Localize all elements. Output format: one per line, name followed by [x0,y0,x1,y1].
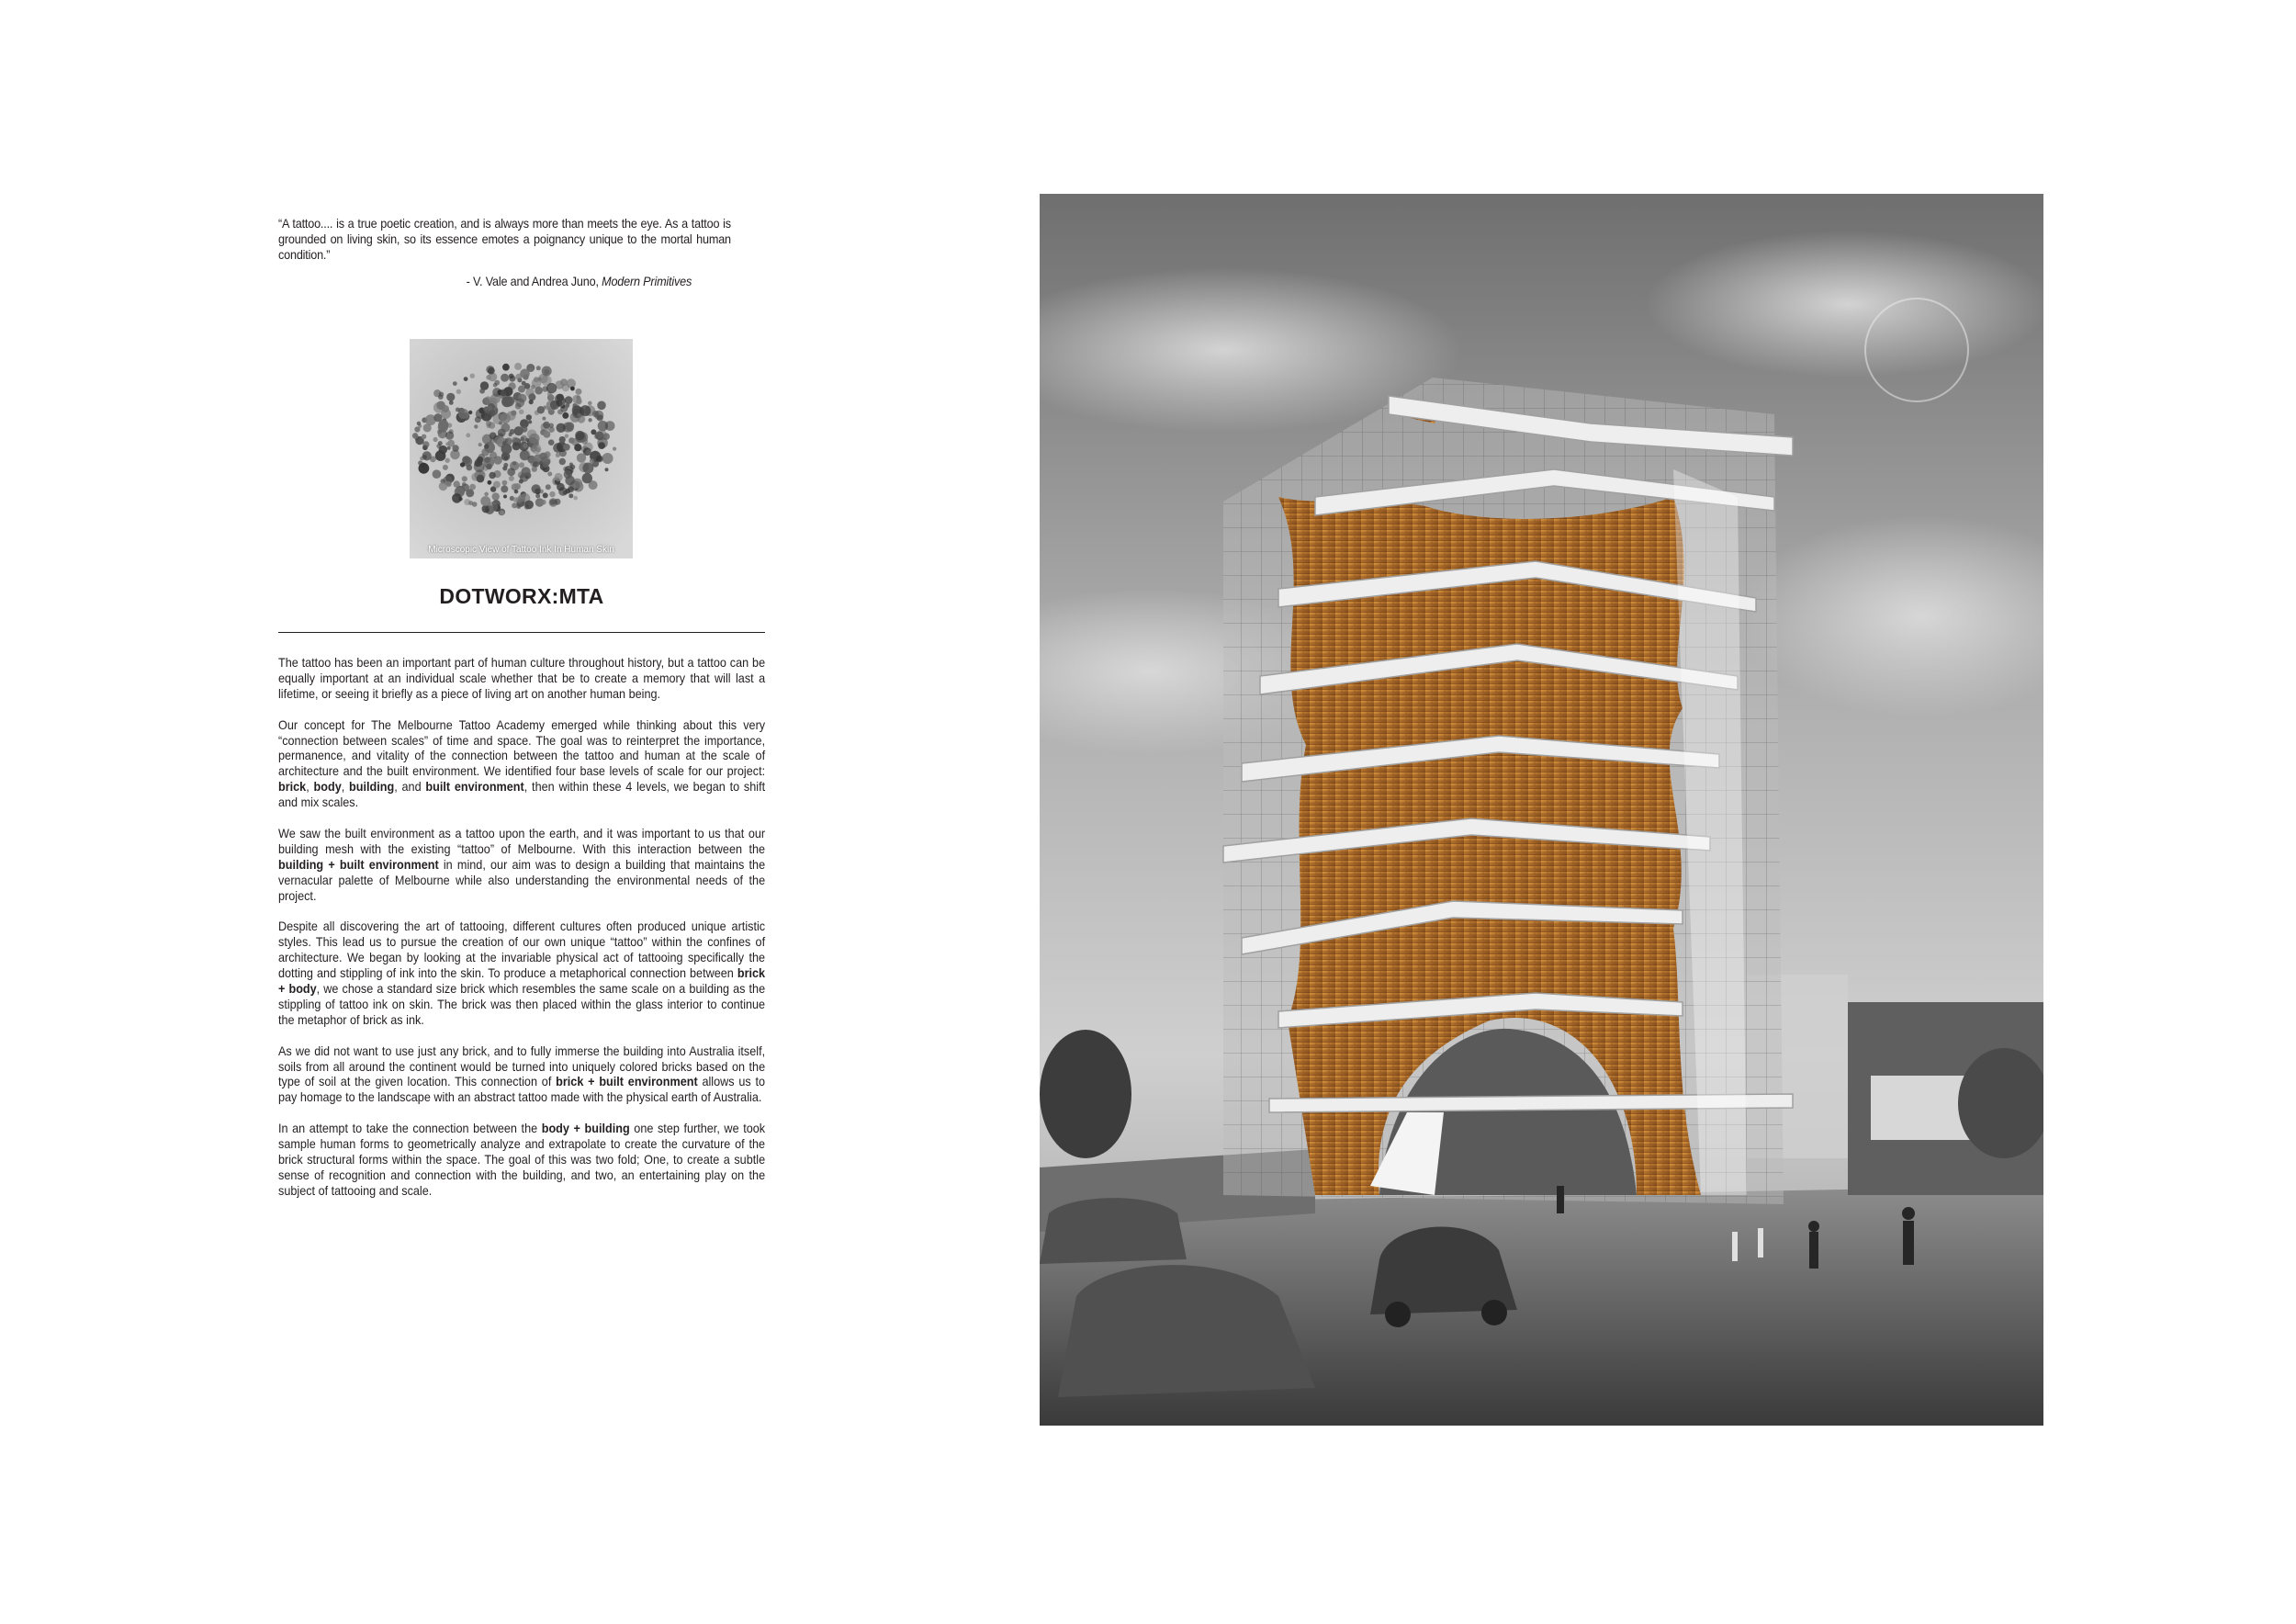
ink-particle [520,369,530,379]
micro-photo [410,339,633,558]
p6-term: body + building [541,1122,630,1136]
ink-particle [524,383,531,389]
paragraph-2 [278,718,765,811]
ink-particle [491,398,498,404]
ink-particle [573,496,578,501]
ink-particle [523,444,527,448]
ink-particle [500,511,504,515]
ink-particle [566,489,571,494]
ink-particle [543,492,548,498]
ink-particle [549,498,558,507]
ink-particle [521,426,527,433]
ink-particle [502,480,508,486]
ink-particle [509,376,515,382]
quote-block [278,213,731,290]
ink-particle [555,473,563,481]
ink-particle [488,502,498,512]
ink-particle [419,463,430,474]
ink-particle [559,436,566,443]
ink-particle [478,443,482,446]
ink-particle [533,461,539,468]
ink-particle [568,437,575,444]
ink-particle [528,393,535,400]
ink-particle [588,418,591,422]
attribution-source: Modern Primitives [602,274,692,288]
p2-text: Our concept for The Melbourne Tattoo Academy emerged while thinking about this very “connection between scales” of time and space. The goal was to reinterpret the importance, permanence, and vitality of the connection between the tattoo and human at the scale of architecture and the built environment. We identified four base levels of scale for our project: [278,717,766,779]
ink-particle [518,494,525,502]
ink-particle [548,427,554,433]
ink-particle [547,472,552,477]
ink-particle [446,481,452,487]
ink-particle [524,501,534,510]
paragraph-1: The tattoo has been an important part of human culture throughout history, but a tattoo can be equally important at an individual scale whether that be to create a memory that will last a lifetime, or seeing it briefly as a piece of living art on another human being. [278,656,766,701]
p2-sep: , [341,780,350,795]
ink-particle [574,444,581,451]
ink-particle [417,422,422,426]
p2-text-end: , then within these 4 levels, we began to shift and mix scales. [278,780,766,810]
ink-particle [436,401,445,411]
ink-particle [501,423,511,433]
p4-text: Despite all discovering the art of tattooing, different cultures often produced unique artistic styles. This lead us to pursue the creation of our own unique “tattoo” within the confines of architecture. We began by looking at the invariable physical act of tattooing specifically the dotting and stippling of ink into the skin. To produce a metaphorical connection between [278,919,766,981]
ink-particle [557,409,563,414]
ink-particle [529,400,534,404]
ink-particle [565,396,573,404]
ink-particle [514,363,522,370]
microscopic-ink-image [410,339,633,558]
ink-particle [493,383,498,388]
ink-particle [468,501,473,505]
ink-particle [541,457,550,466]
ink-particle [501,444,512,455]
ink-particle [484,492,489,497]
ink-particle [435,450,446,461]
ink-particle [474,424,478,428]
ink-particle [550,400,559,410]
ink-particle [470,374,475,378]
ink-particle [586,449,591,454]
ink-particle [580,405,591,416]
ink-particle [605,468,609,471]
ink-particle [516,504,521,509]
ink-particle [447,446,451,450]
ink-particle [566,422,575,431]
ink-particle [563,444,570,451]
ink-particle [422,441,429,447]
ink-particle [557,394,564,401]
ink-particle [520,450,530,460]
ink-particle [502,466,507,470]
ink-particle [447,423,452,427]
ink-particle [449,400,454,405]
ink-particle [577,413,580,417]
ink-particle [462,482,467,487]
ink-particle [503,495,507,499]
ink-particle [567,378,576,388]
p4-text-end: , we chose a standard size brick which resembles the same scale on a building as the stippling of tattoo ink on skin. The brick was then placed within the glass interior to continue the metaphor of brick as ink. [278,981,766,1027]
ink-particle [562,412,568,419]
body-text [278,656,765,1215]
ink-particle [519,462,524,468]
ink-particle [597,401,606,411]
ink-particle [565,476,575,486]
p5-text: As we did not want to use just any brick, and to fully immerse the building into Australia itself, soils from all around the continent would be turned into uniquely colored bricks based on the type of soil at the given location. This connection of [278,1043,766,1089]
p2-term-built-environment: built environment [425,780,524,795]
ink-particle [557,483,565,491]
ink-particle [537,406,545,413]
ink-particle [548,439,555,445]
ink-particle [570,387,575,391]
ink-particle [462,476,467,481]
paragraph-5 [278,1044,765,1107]
ink-particle [560,378,568,386]
p5-term: brick + built environment [556,1075,698,1089]
ink-particle [598,442,605,449]
p2-term-brick: brick [278,780,307,795]
ink-particle [556,453,560,457]
ink-particle [559,458,566,465]
p2-term-building: building [349,780,395,795]
ink-particle [466,489,474,497]
p6-text: In an attempt to take the connection between the [278,1122,542,1136]
ink-particle [528,420,532,423]
ink-particle [541,500,546,505]
ink-particle [512,442,521,450]
ink-particle [596,456,602,461]
ink-particle [542,417,546,421]
ink-particle [565,434,568,438]
ink-particle [509,476,514,481]
ink-particle [467,465,473,471]
p2-sep: , and [394,780,426,795]
ink-particle [488,480,492,485]
ink-particle [445,458,450,463]
ink-particle [460,462,465,467]
ink-particle [546,484,551,490]
ink-particle [515,398,524,407]
ink-particle [594,411,603,420]
ink-particle [492,492,500,500]
building-rendering [1040,194,2043,1426]
ink-particle [477,475,485,483]
ink-particle [529,367,534,372]
ink-particle [602,453,613,464]
ink-particle [535,387,543,395]
ink-particle [570,465,575,469]
rendering-illustration [1040,194,2043,1426]
ink-particle [486,375,491,380]
ink-particle [433,437,438,442]
epigraph-quote: “A tattoo.... is a true poetic creation, and is always more than meets the eye. As a tattoo is grounded on living skin, so its essence emotes a poignancy unique to the mortal human condition.” [278,217,731,262]
ink-particle [501,374,509,382]
ink-particle [500,413,511,424]
ink-particle [443,465,448,470]
ink-particle [514,483,521,490]
ink-particle [532,484,541,493]
ink-particle [546,383,557,393]
project-title: DOTWORX:MTA [439,584,604,608]
ink-particle [488,367,495,375]
ink-particle [553,443,563,453]
ink-particle [507,468,515,476]
ink-particle [438,394,444,400]
ink-particle [542,367,552,377]
ink-particle [480,381,489,389]
ink-particle [501,390,507,397]
micro-image-caption: Microscopic View of Tattoo Ink In Human Skin [428,545,614,555]
p5-text-end: allows us to pay homage to the landscape with an abstract tattoo made with the physical earth of Australia. [278,1075,766,1105]
ink-particle [436,444,441,448]
ink-particle [484,444,489,448]
paragraph-6 [278,1122,765,1200]
p3-text: We saw the built environment as a tattoo upon the earth, and it was important to us that our building mesh with the existing “tattoo” of Melbourne. With this interaction between the [278,826,766,856]
ink-particle [526,414,532,420]
ink-particle [590,458,594,463]
ink-particle [458,409,468,419]
ink-particle [568,493,573,498]
ink-particle [441,409,451,419]
ink-particle [475,458,483,467]
ink-particle [489,472,495,479]
ink-particle [512,502,517,508]
ink-particle [519,410,523,414]
ink-particle [589,480,598,490]
ink-particle [509,433,512,436]
paragraph-3 [278,827,765,905]
ink-particle [489,422,495,428]
p2-term-body: body [313,780,342,795]
ink-particle [433,413,442,422]
ink-particle [544,431,551,438]
ink-particle [452,445,458,451]
ink-particle [433,469,442,479]
ink-particle [422,434,426,439]
ink-particle [488,406,493,412]
title-divider [278,632,765,633]
paragraph-4 [278,919,765,1028]
ink-particle [445,432,454,440]
ink-particle [456,389,461,394]
ink-particle [588,401,592,406]
ink-particle [535,493,540,498]
p3-term: building + built environment [278,857,439,872]
ink-particle [572,395,581,404]
p4-term: brick + body [278,966,766,996]
ink-particle [577,453,586,462]
ink-particle [493,481,501,489]
ink-particle [483,457,494,468]
ink-particle [531,385,535,389]
ink-particle [575,431,584,440]
ink-particle [438,429,447,438]
ink-particle [514,490,519,494]
ink-particle [522,467,531,476]
attribution-authors: - V. Vale and Andrea Juno, [466,274,602,288]
ink-particle [566,403,569,407]
ink-particle [420,457,423,460]
ink-particle [466,434,470,438]
quote-attribution [278,275,692,290]
ink-particle [543,422,550,429]
ink-particle [521,435,527,442]
ink-particle [549,491,555,497]
ink-particle [446,393,455,401]
ink-particle [502,364,510,371]
ink-particle [557,423,566,433]
ink-particle [536,366,541,370]
ink-particle [501,485,508,492]
ink-particle [598,421,608,431]
ink-particle [595,432,604,441]
p2-sep: , [306,780,314,795]
ink-particle [613,447,616,451]
ink-particle [576,389,582,395]
ink-particle [484,396,492,404]
ink-particle [531,444,541,454]
ink-particle [452,493,462,503]
p3-text-end: in mind, our aim was to design a building that maintains the vernacular palette of Melbourne while also understanding the environmental needs of the project. [278,857,766,903]
ink-particle [453,381,457,386]
ink-particle [493,456,501,464]
ink-particle [529,434,540,445]
ink-particle [423,423,432,432]
ink-particle [468,411,472,414]
ink-particle [511,397,517,403]
ink-particle [582,463,593,474]
p6-text-end: one step further, we took sample human forms to geometrically analyze and extrapolate to create the curvature of the brick structural forms within the space. The goal of this was two fold; One, to create a subtle sense of recognition and connection with the building, and two, an entertaining play on the subject of tattooing and scale. [278,1122,766,1198]
ink-particle [412,433,419,439]
ink-particle [476,409,486,419]
ink-particle [464,377,468,381]
